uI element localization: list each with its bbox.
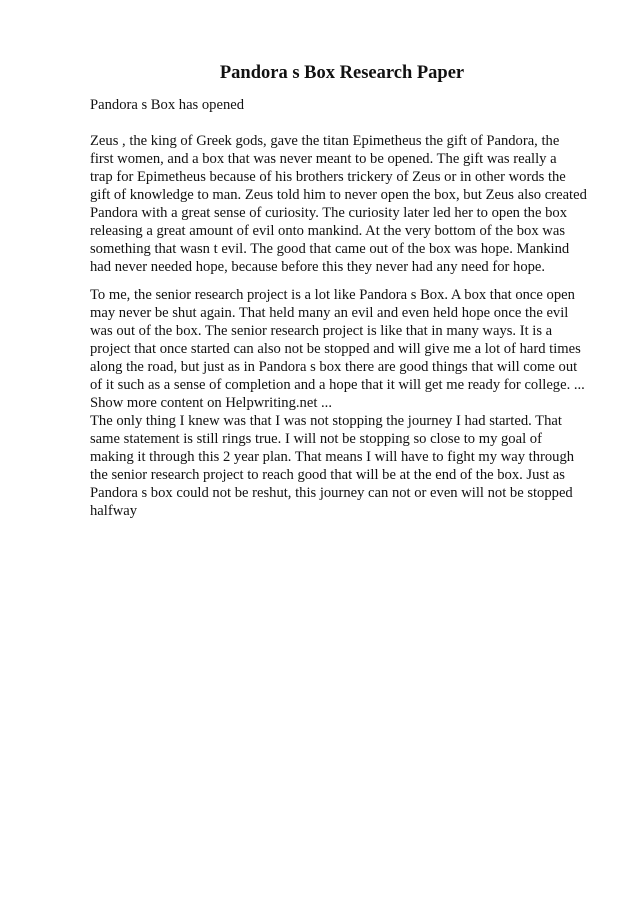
paragraph-line: had never needed hope, because before this they never had any need for hope. (90, 259, 546, 275)
paragraph-line: first women, and a box that was never meant to be opened. The gift was really a (90, 151, 557, 167)
paragraph-line: was out of the box. The senior research project is like that in many ways. It is a (90, 323, 553, 339)
paragraph-line: project that once started can also not be stopped and will give me a lot of hard times (90, 341, 581, 357)
paragraph-line: gift of knowledge to man. Zeus told him to never open the box, but Zeus also created (90, 187, 587, 203)
paragraph-line: Zeus , the king of Greek gods, gave the titan Epimetheus the gift of Pandora, the (90, 133, 560, 149)
paragraph-line: Pandora with a great sense of curiosity. The curiosity later led her to open the box (90, 205, 567, 221)
paragraph-line: may never be shut again. That held many an evil and even held hope once the evil (90, 305, 569, 321)
paragraph-line: To me, the senior research project is a lot like Pandora s Box. A box that once open (90, 287, 575, 303)
paragraph-line: same statement is still rings true. I will not be stopping so close to my goal of (90, 431, 542, 447)
subtitle: Pandora s Box has opened (90, 97, 245, 113)
paragraph-line: releasing a great amount of evil onto mankind. At the very bottom of the box was (90, 223, 565, 239)
paragraph-line: the senior research project to reach good that will be at the end of the box. Just as (90, 467, 565, 483)
show-more-line: Show more content on Helpwriting.net ... (90, 395, 332, 411)
paragraph-line: trap for Epimetheus because of his brothers trickery of Zeus or in other words the (90, 169, 566, 185)
paragraph-line: The only thing I knew was that I was not stopping the journey I had started. That (90, 413, 562, 429)
document-title: Pandora s Box Research Paper (219, 63, 465, 83)
paragraph-line: Pandora s box could not be reshut, this journey can not or even will not be stopped (90, 485, 573, 501)
paragraph-line: making it through this 2 year plan. That means I will have to fight my way through (90, 449, 575, 465)
paragraph-line: something that wasn t evil. The good that came out of the box was hope. Mankind (90, 241, 570, 257)
paragraph-line: along the road, but just as in Pandora s box there are good things that will come out (90, 359, 578, 375)
paragraph-line: halfway (90, 503, 138, 519)
paragraph-line: of it such as a sense of completion and a hope that it will get me ready for college. ... (90, 377, 585, 393)
